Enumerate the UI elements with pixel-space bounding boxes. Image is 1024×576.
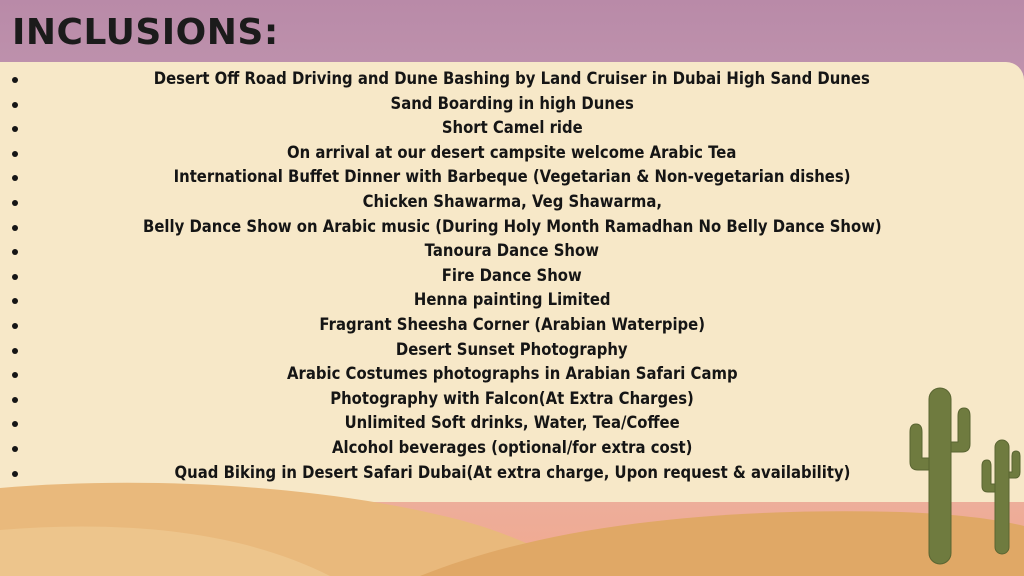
bullet-icon bbox=[12, 200, 18, 206]
list-item bbox=[0, 116, 1024, 141]
list-item bbox=[0, 436, 1024, 461]
list-item-text: Belly Dance Show on Arabic music (During Holy Month Ramadhan No Belly Dance Show) bbox=[142, 216, 882, 236]
bullet-icon bbox=[12, 397, 18, 403]
list-item-text: Tanoura Dance Show bbox=[424, 241, 600, 261]
list-item bbox=[0, 92, 1024, 117]
list-item bbox=[0, 190, 1024, 215]
inclusions-list bbox=[0, 67, 1024, 485]
list-item bbox=[0, 165, 1024, 190]
list-item-text: Arabic Costumes photographs in Arabian Safari Camp bbox=[286, 364, 738, 384]
bullet-icon bbox=[12, 298, 18, 304]
bullet-icon bbox=[12, 421, 18, 427]
bullet-icon bbox=[12, 175, 18, 181]
bullet-icon bbox=[12, 249, 18, 255]
bullet-icon bbox=[12, 446, 18, 452]
bullet-icon bbox=[12, 323, 18, 329]
list-item bbox=[0, 362, 1024, 387]
bullet-icon bbox=[12, 102, 18, 108]
list-item bbox=[0, 387, 1024, 412]
list-item bbox=[0, 67, 1024, 92]
list-item-text: Desert Sunset Photography bbox=[396, 339, 628, 359]
list-item-text: On arrival at our desert campsite welcome Arabic Tea bbox=[287, 142, 737, 162]
bullet-icon bbox=[12, 151, 18, 157]
bullet-icon bbox=[12, 372, 18, 378]
list-item-text: Short Camel ride bbox=[441, 118, 583, 138]
bullet-icon bbox=[12, 126, 18, 132]
bullet-icon bbox=[12, 225, 18, 231]
list-item-text: International Buffet Dinner with Barbeque (Vegetarian & Non-vegetarian dishes) bbox=[173, 167, 851, 187]
list-item-text: Quad Biking in Desert Safari Dubai(At extra charge, Upon request & availability) bbox=[174, 462, 850, 482]
front-dune bbox=[0, 526, 330, 576]
list-item-text: Alcohol beverages (optional/for extra cost) bbox=[331, 437, 693, 457]
list-item bbox=[0, 141, 1024, 166]
bullet-icon bbox=[12, 348, 18, 354]
list-item bbox=[0, 411, 1024, 436]
list-item-text: Photography with Falcon(At Extra Charges) bbox=[330, 388, 694, 408]
list-item-text: Sand Boarding in high Dunes bbox=[390, 93, 634, 113]
list-item bbox=[0, 264, 1024, 289]
list-item-text: Unlimited Soft drinks, Water, Tea/Coffee bbox=[344, 413, 680, 433]
bullet-icon bbox=[12, 274, 18, 280]
page-title: INCLUSIONS: bbox=[12, 12, 279, 53]
list-item bbox=[0, 313, 1024, 338]
bullet-icon bbox=[12, 77, 18, 83]
list-item-text: Henna painting Limited bbox=[413, 290, 611, 310]
list-item-text: Desert Off Road Driving and Dune Bashing by Land Cruiser in Dubai High Sand Dunes bbox=[153, 69, 871, 88]
list-item bbox=[0, 215, 1024, 240]
list-item-text: Chicken Shawarma, Veg Shawarma, bbox=[362, 191, 662, 211]
list-item bbox=[0, 461, 1024, 486]
list-item bbox=[0, 288, 1024, 313]
list-item bbox=[0, 239, 1024, 264]
list-item-text: Fragrant Sheesha Corner (Arabian Waterpipe) bbox=[319, 314, 705, 334]
list-item bbox=[0, 338, 1024, 363]
right-dune bbox=[420, 511, 1024, 576]
bullet-icon bbox=[12, 471, 18, 477]
list-item-text: Fire Dance Show bbox=[442, 265, 582, 285]
